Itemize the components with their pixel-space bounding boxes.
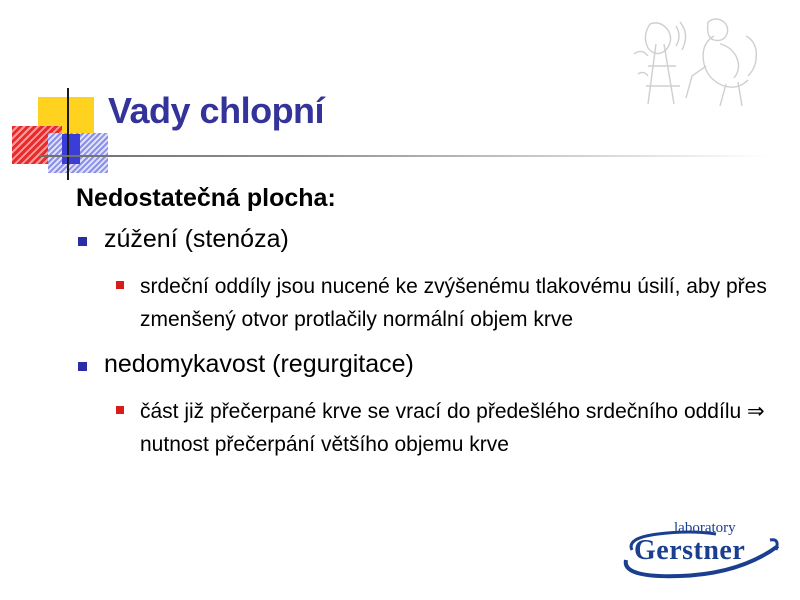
czech-lion-crest-icon [630, 14, 765, 114]
slide-content [76, 184, 776, 475]
list-item-label: nedomykavost (regurgitace) [104, 350, 414, 378]
square-bullet-icon [116, 281, 124, 289]
sub-list-item-text: srdeční oddíly jsou nucené ke zvýšenému tlakovému úsilí, aby přes zmenšený otvor protlačily normální objem krve [140, 275, 767, 331]
title-underline [40, 155, 770, 157]
square-bullet-icon [116, 406, 124, 414]
sub-list-item [116, 395, 780, 461]
logo-small-text: laboratory [674, 520, 736, 536]
list-item-label: zúžení (stenóza) [104, 225, 289, 253]
list-item [76, 350, 776, 379]
sub-list-item-text: část již přečerpané krve se vrací do předešlého srdečního oddílu ⇒ nutnost přečerpání většího objemu krve [140, 400, 765, 456]
gerstner-logo [620, 520, 785, 580]
section-heading: Nedostatečná plocha: [76, 184, 336, 212]
logo-big-text: Gerstner [634, 535, 746, 566]
slide-title: Vady chlopní [108, 90, 325, 131]
decor-blue-square [62, 134, 80, 164]
sub-list-item [116, 270, 780, 336]
square-bullet-icon [78, 237, 87, 246]
decor-vertical-line [67, 88, 69, 180]
square-bullet-icon [78, 362, 87, 371]
list-item [76, 225, 776, 254]
